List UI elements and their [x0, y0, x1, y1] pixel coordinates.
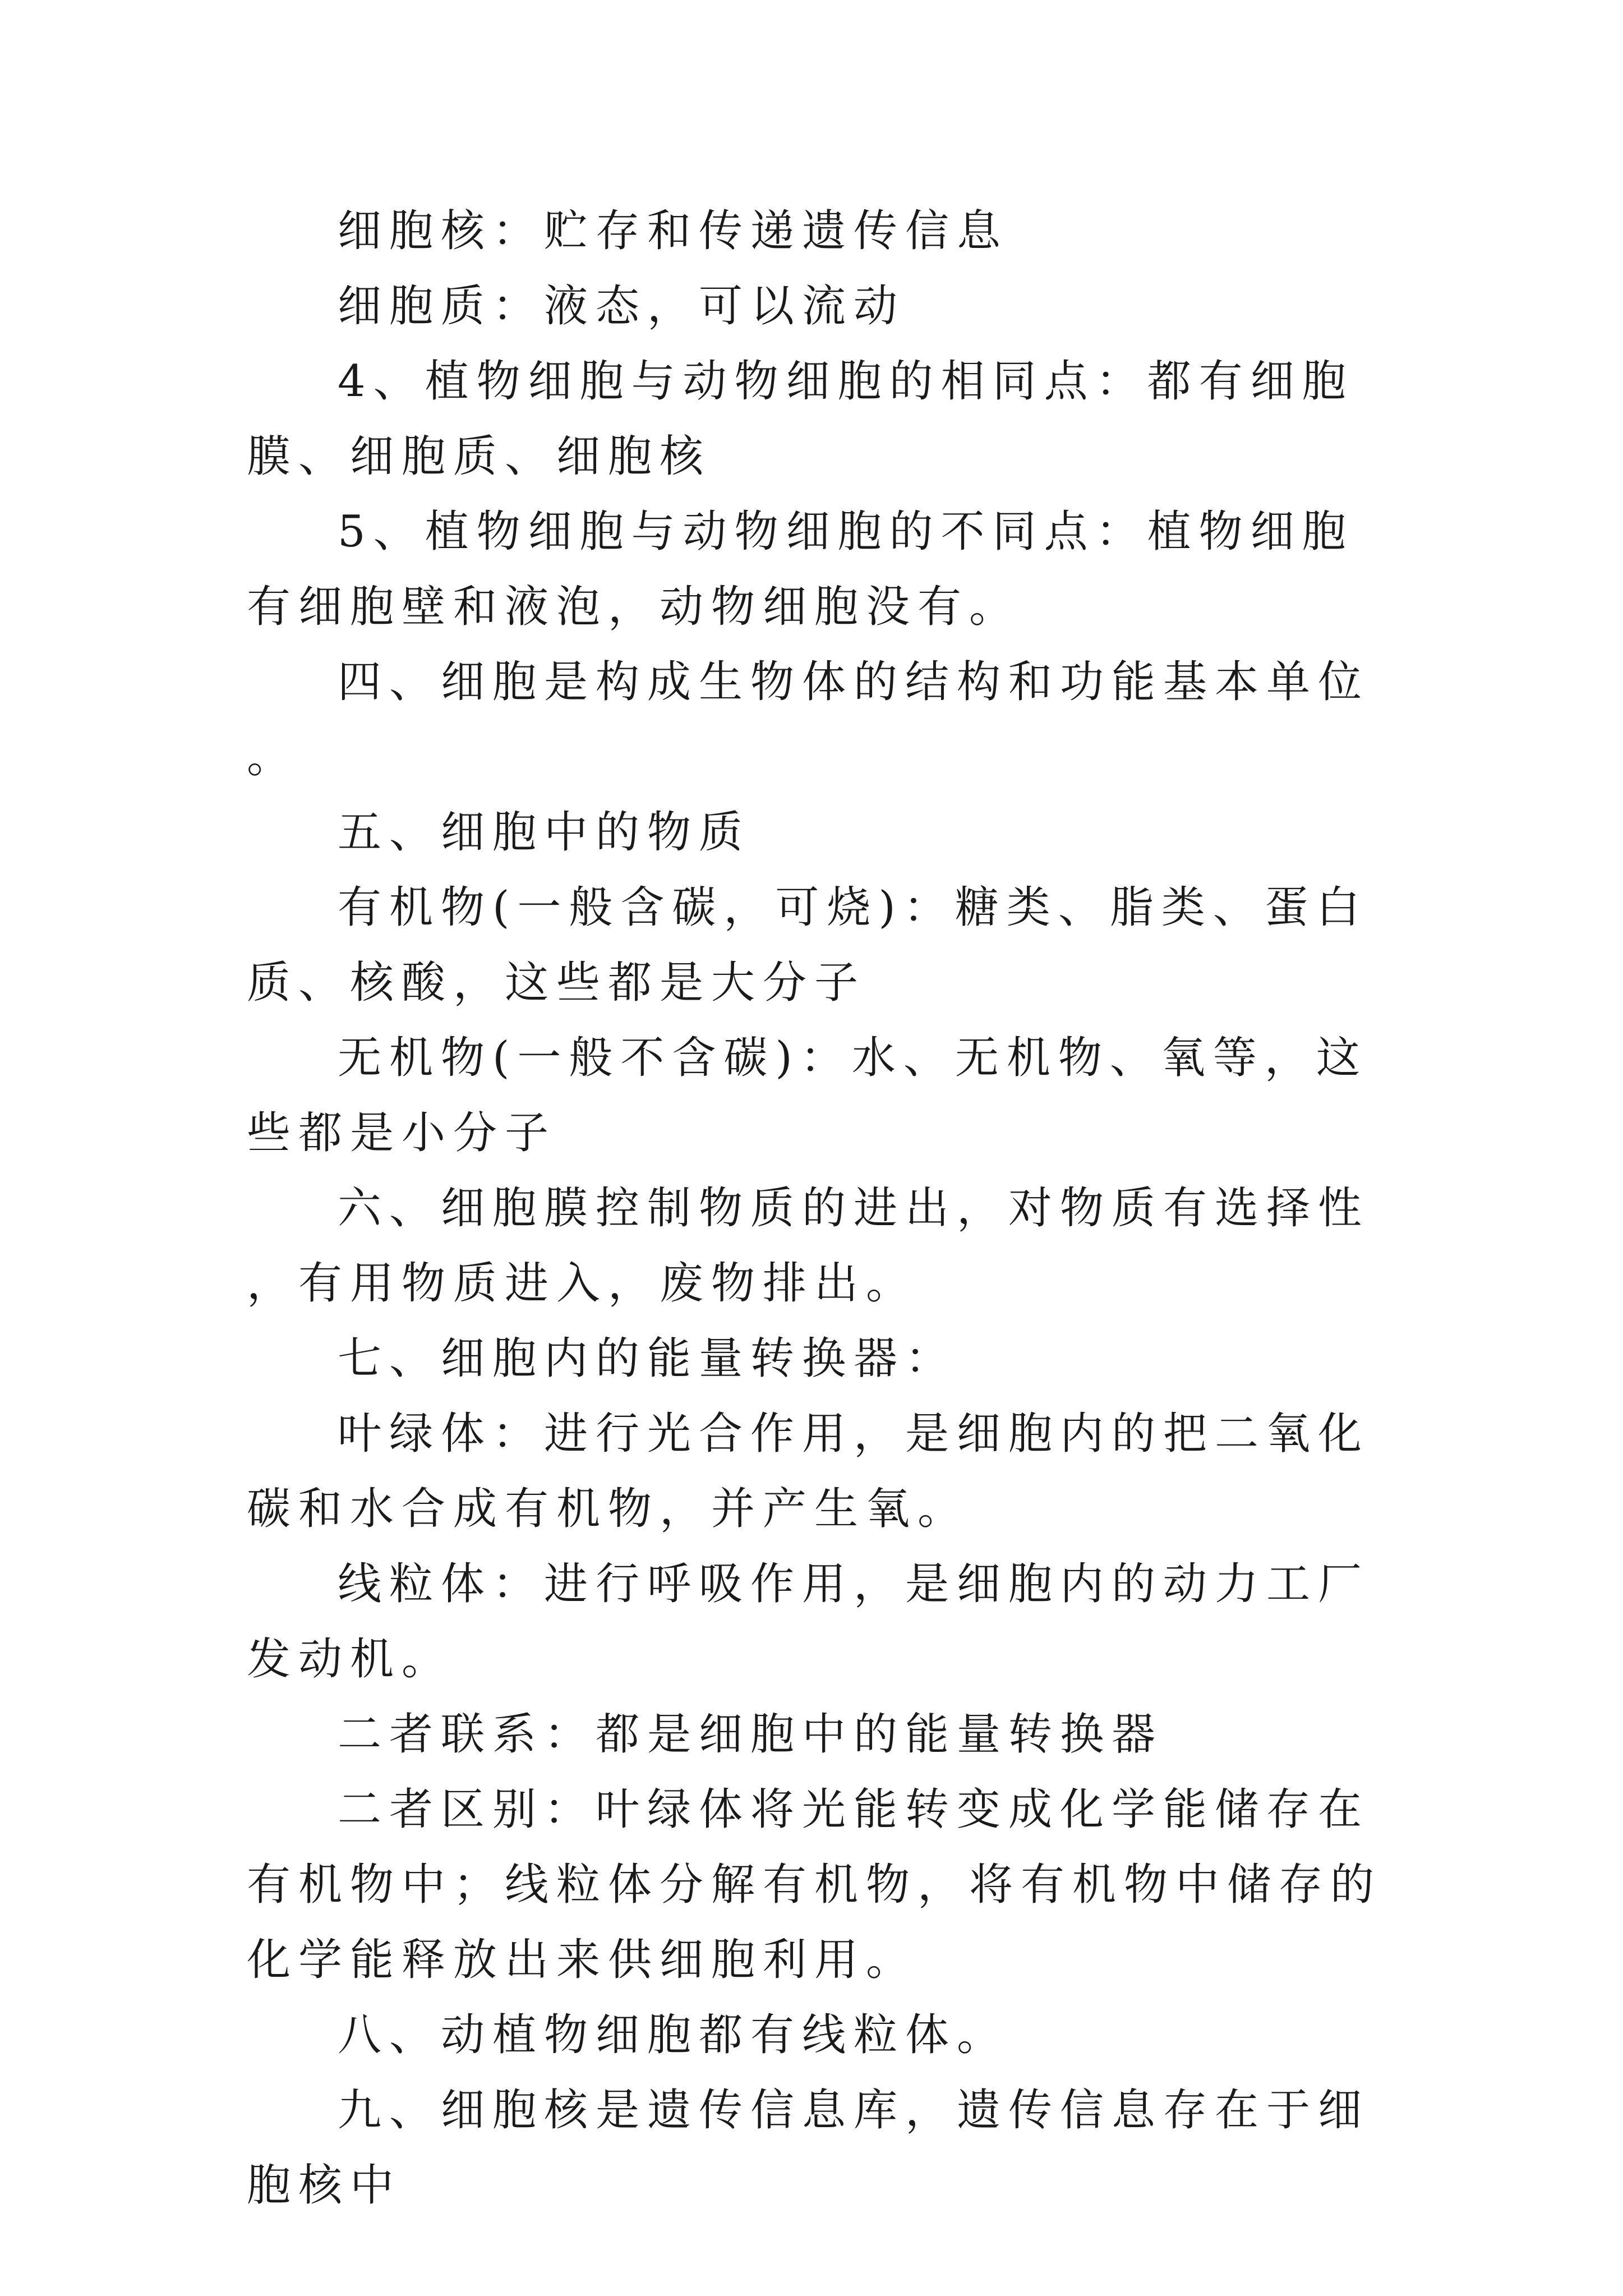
paragraph-inorganic: 无机物(一般不含碳)：水、无机物、氧等，这些都是小分子	[247, 1033, 1368, 1158]
paragraph-distinction: 二者区别：叶绿体将光能转变成化学能储存在有机物中；线粒体分解有机物，将有机物中储存的化学能释放出来供细胞利用。	[247, 1784, 1382, 1985]
paragraph-cytoplasm: 细胞质：液态，可以流动	[338, 281, 906, 332]
paragraph-differences: 5、植物细胞与动物细胞的不同点：植物细胞有细胞壁和液泡，动物细胞没有。	[247, 507, 1354, 632]
paragraph-section-4: 四、细胞是构成生物体的结构和功能基本单位。	[247, 657, 1370, 783]
document-body	[247, 194, 1385, 2223]
paragraph-nucleus: 细胞核：贮存和传递遗传信息	[338, 206, 1009, 256]
paragraph-similarities: 4、植物细胞与动物细胞的相同点：都有细胞膜、细胞质、细胞核	[247, 356, 1354, 482]
paragraph-section-6: 六、细胞膜控制物质的进出，对物质有选择性，有用物质进入，废物排出。	[247, 1183, 1370, 1309]
paragraph-mitochondria: 线粒体：进行呼吸作用，是细胞内的动力工厂发动机。	[247, 1559, 1370, 1685]
paragraph-chloroplast: 叶绿体：进行光合作用，是细胞内的把二氧化碳和水合成有机物，并产生氧。	[247, 1409, 1370, 1534]
paragraph-relation: 二者联系：都是细胞中的能量转换器	[338, 1709, 1164, 1760]
paragraph-section-7: 七、细胞内的能量转换器：	[338, 1333, 957, 1384]
paragraph-section-8: 八、动植物细胞都有线粒体。	[338, 2010, 1009, 2060]
paragraph-organic: 有机物(一般含碳，可烧)：糖类、脂类、蛋白质、核酸，这些都是大分子	[247, 882, 1368, 1008]
paragraph-section-5: 五、细胞中的物质	[338, 807, 751, 858]
paragraph-section-9: 九、细胞核是遗传信息库，遗传信息存在于细胞核中	[247, 2085, 1370, 2211]
